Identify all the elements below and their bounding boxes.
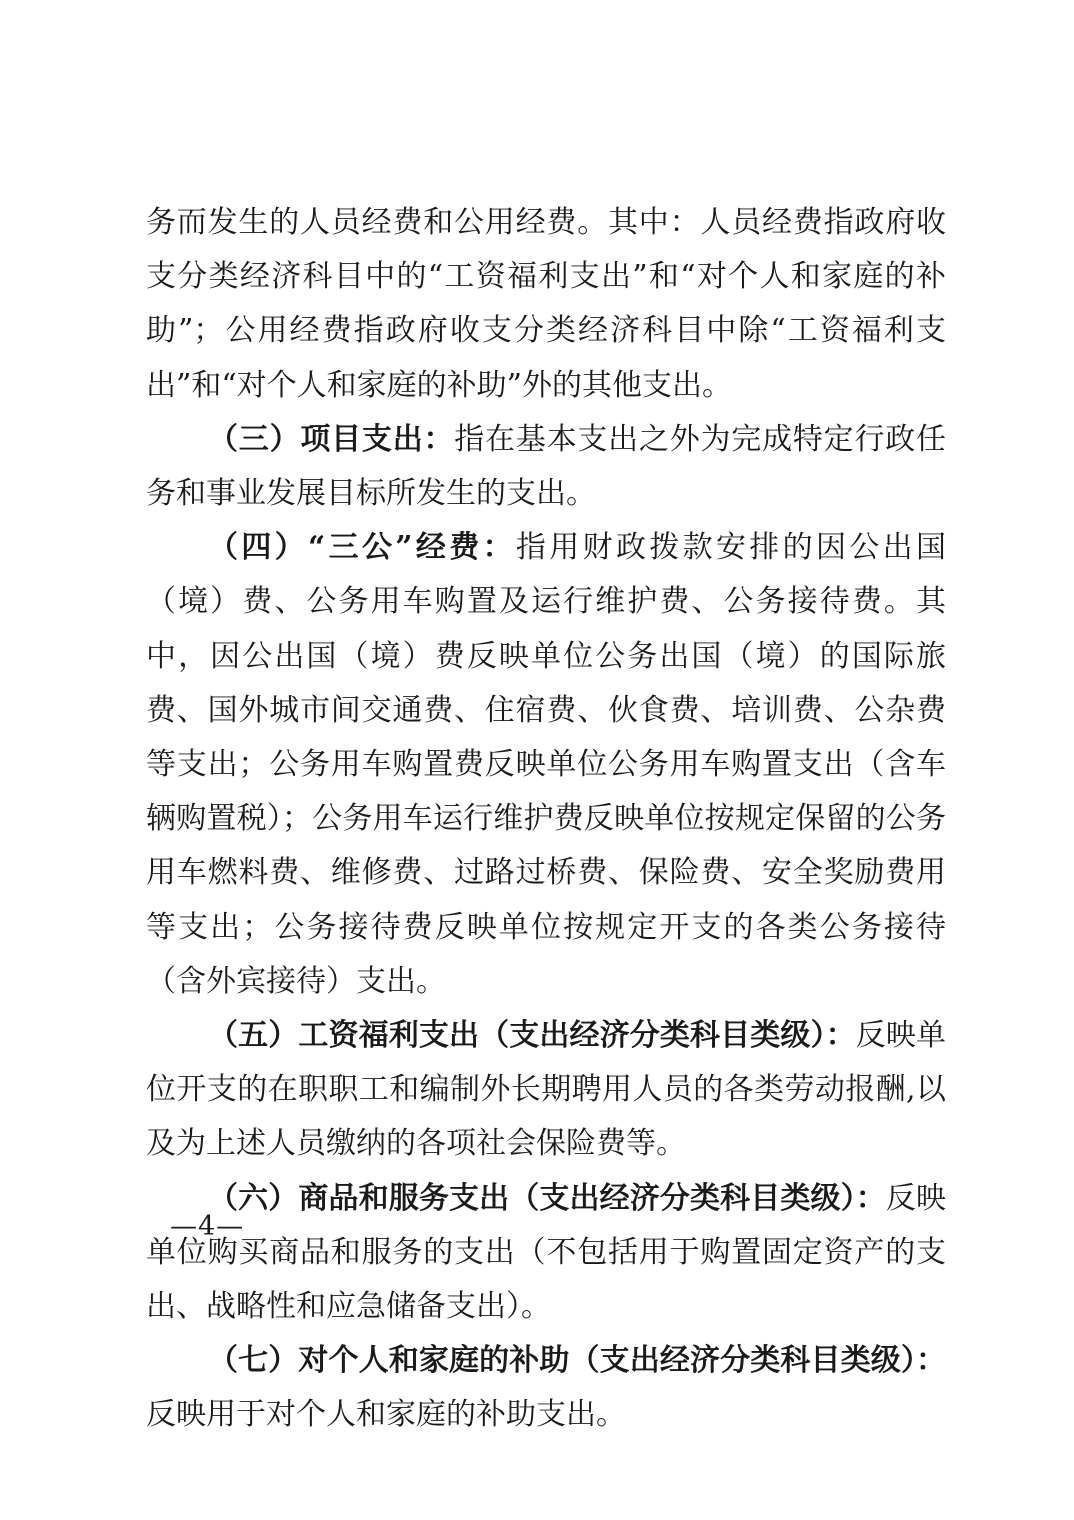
paragraph-wage-welfare [146, 1009, 946, 1172]
paragraph-goods-services [146, 1172, 946, 1335]
document-body [146, 196, 946, 1443]
paragraph-household-subsidy [146, 1334, 946, 1442]
term-heading: （七）对个人和家庭的补助（支出经济分类科目类级）： [208, 1343, 946, 1379]
paragraph-continuation [146, 196, 946, 413]
term-heading: （三）项目支出： [208, 421, 455, 457]
paragraph-text: 反映单位购买商品和服务的支出（不包括用于购置固定资产的支出、战略性和应急储备支出）。 [146, 1180, 946, 1325]
paragraph-text: 指用财政拨款安排的因公出国（境）费、公务用车购置及运行维护费、公务接待费。其中，因公出国（境）费反映单位公务出国（境）的国际旅费、国外城市间交通费、住宿费、伙食费、培训费、公杂费等支出；公务用车购置费反映单位公务用车购置支出（含车辆购置税）；公务用车运行维护费反映单位按规定保留的公务用车燃料费、维修费、过路过桥费、保险费、安全奖励费用等支出；公务接待费反映单位按规定开支的各类公务接待（含外宾接待）支出。 [146, 530, 947, 999]
paragraph-text: 务而发生的人员经费和公用经费。其中：人员经费指政府收支分类经济科目中的“工资福利支出”和“对个人和家庭的补助”；公用经费指政府收支分类经济科目中除“工资福利支出”和“对个人和家庭的补助”外的其他支出。 [146, 205, 946, 403]
paragraph-text: 反映用于对个人和家庭的补助支出。 [146, 1397, 626, 1433]
paragraph-three-public-expenses [146, 521, 946, 1009]
paragraph-text: 反映单位开支的在职职工和编制外长期聘用人员的各类劳动报酬,以及为上述人员缴纳的各项社会保险费等。 [146, 1018, 946, 1162]
term-heading: （四）“三公”经费： [208, 530, 516, 566]
page-number: —4— [170, 1211, 245, 1242]
paragraph-project-expenditure [146, 413, 946, 521]
term-heading: （六）商品和服务支出（支出经济分类科目类级）： [208, 1180, 886, 1216]
term-heading: （五）工资福利支出（支出经济分类科目类级）： [208, 1018, 856, 1054]
paragraph-text: 指在基本支出之外为完成特定行政任务和事业发展目标所发生的支出。 [146, 421, 947, 512]
